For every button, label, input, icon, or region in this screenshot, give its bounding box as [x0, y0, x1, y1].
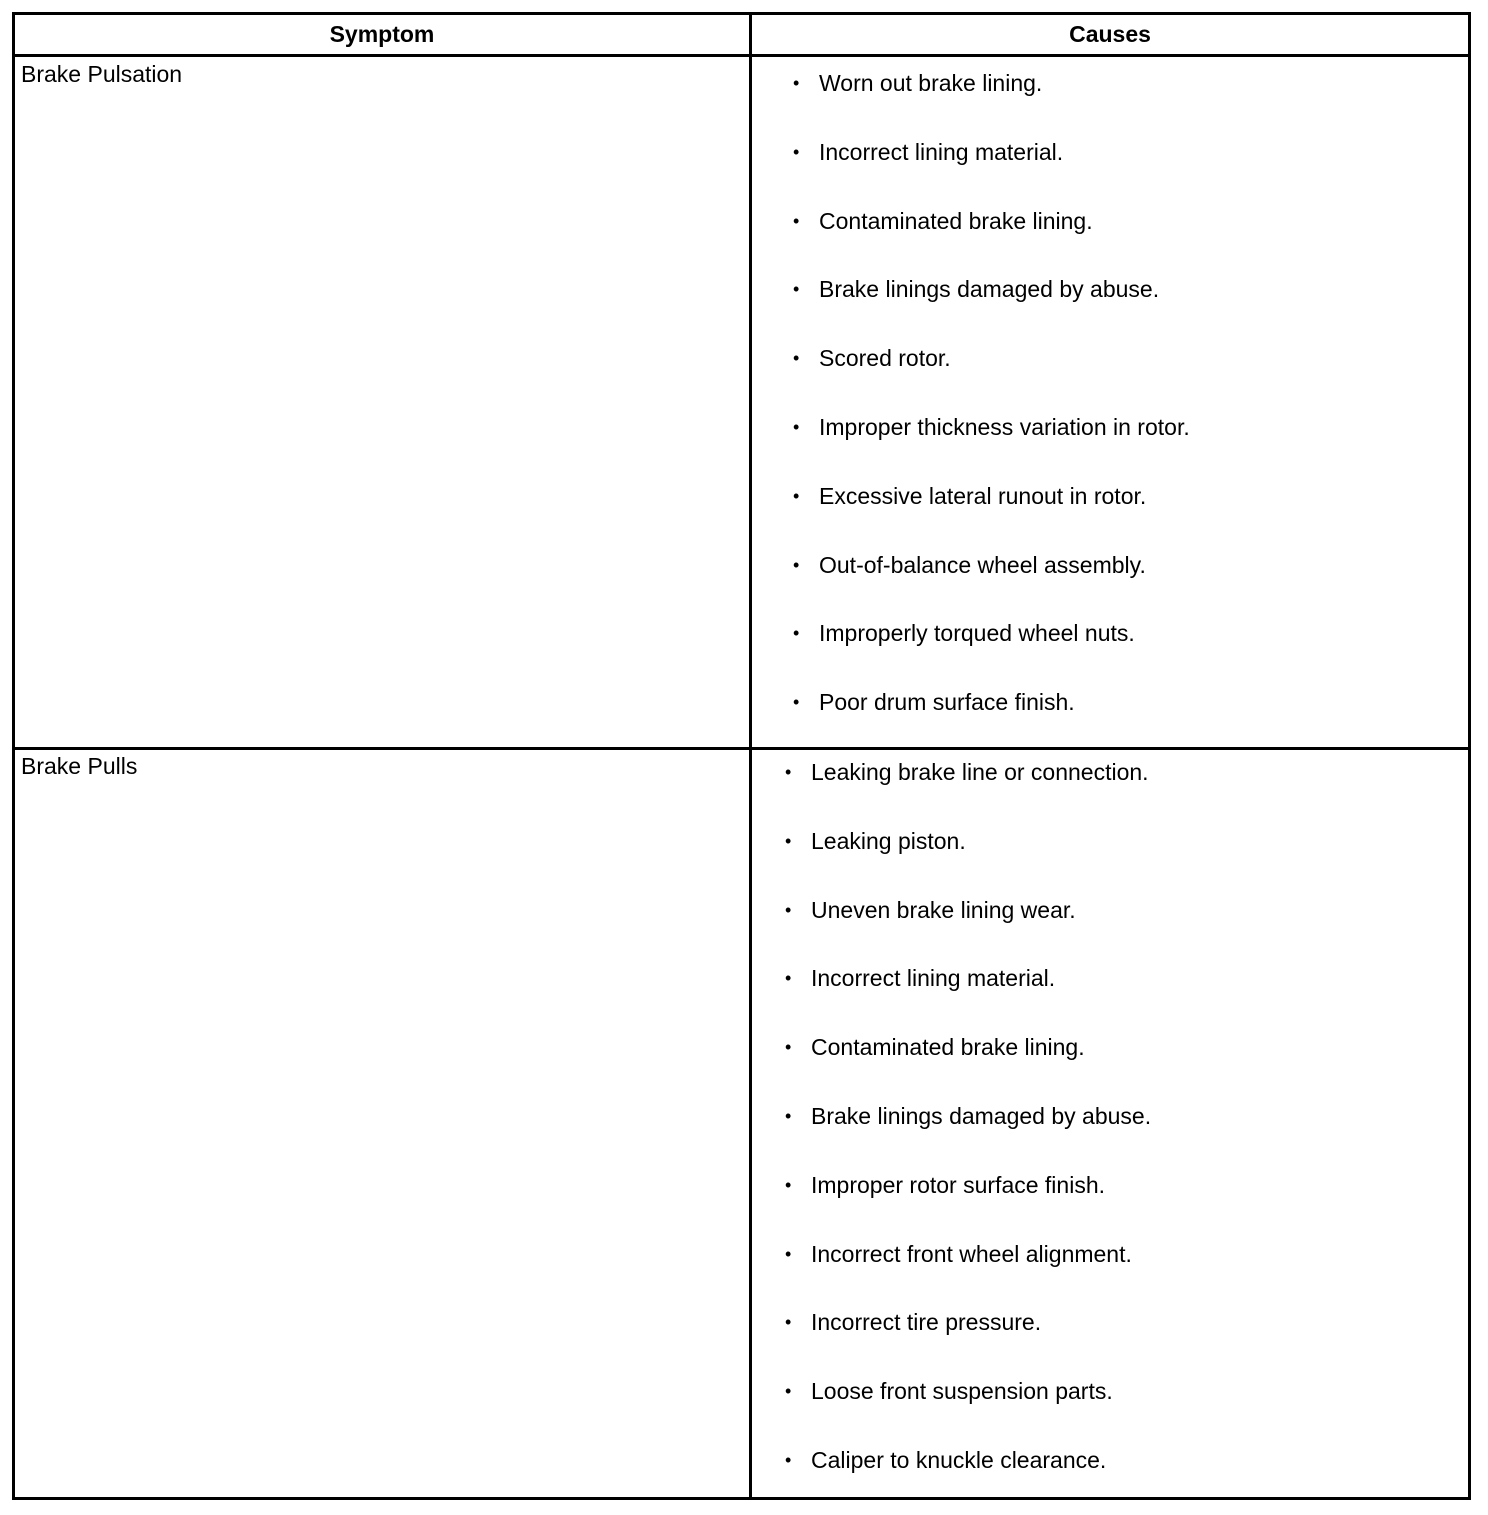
cause-item: • Leaking piston.	[785, 827, 966, 854]
cause-item: • Incorrect lining material.	[785, 965, 1056, 992]
cause-item: • Contaminated brake lining.	[785, 1034, 1085, 1061]
bullet-icon: •	[793, 623, 800, 644]
table-row-brake-pulsation	[15, 57, 1468, 747]
cause-item: • Improperly torqued wheel nuts.	[793, 620, 1135, 647]
table-header-row	[15, 15, 1468, 57]
cause-item: • Leaking brake line or connection.	[785, 759, 1149, 785]
cause-item: • Improper rotor surface finish.	[785, 1171, 1106, 1198]
bullet-icon: •	[785, 1312, 792, 1333]
bullet-icon: •	[785, 1243, 792, 1264]
cause-item: • Incorrect tire pressure.	[785, 1309, 1042, 1336]
bullet-icon: •	[785, 1449, 792, 1470]
bullet-icon: •	[785, 830, 792, 851]
cause-item: • Caliper to knuckle clearance.	[785, 1446, 1107, 1473]
causes-list	[785, 69, 1190, 757]
bullet-icon: •	[793, 73, 800, 93]
bullet-icon: •	[785, 762, 792, 782]
cause-item: • Uneven brake lining wear.	[785, 896, 1076, 923]
bullet-icon: •	[785, 899, 792, 920]
bullet-icon: •	[793, 692, 800, 713]
bullet-icon: •	[785, 1037, 792, 1058]
bullet-icon: •	[793, 279, 800, 300]
cause-item: • Brake linings damaged by abuse.	[785, 1102, 1152, 1129]
table-row-brake-pulls	[15, 750, 1468, 1497]
bullet-icon: •	[793, 210, 800, 231]
cause-item: • Out-of-balance wheel assembly.	[793, 551, 1146, 578]
cause-item: • Scored rotor.	[793, 345, 951, 372]
symptom-cell: Brake Pulls	[21, 753, 138, 779]
cause-item: • Worn out brake lining.	[793, 70, 1043, 96]
cause-item: • Poor drum surface finish.	[793, 689, 1075, 716]
cause-item: • Incorrect lining material.	[793, 138, 1064, 165]
cause-item: • Improper thickness variation in rotor.	[793, 413, 1190, 440]
bullet-icon: •	[793, 485, 800, 506]
bullet-icon: •	[785, 968, 792, 989]
bullet-icon: •	[793, 141, 800, 162]
bullet-icon: •	[785, 1381, 792, 1402]
bullet-icon: •	[793, 554, 800, 575]
bullet-icon: •	[785, 1174, 792, 1195]
diagnosis-table	[12, 12, 1471, 1500]
symptom-cell: Brake Pulsation	[21, 61, 183, 87]
bullet-icon: •	[785, 1105, 792, 1126]
causes-list	[777, 758, 1151, 1515]
cause-item: • Contaminated brake lining.	[793, 207, 1093, 234]
cause-item: • Brake linings damaged by abuse.	[793, 276, 1160, 303]
cause-item: • Loose front suspension parts.	[785, 1378, 1113, 1405]
header-symptom: Symptom	[329, 21, 435, 47]
bullet-icon: •	[793, 416, 800, 437]
header-causes: Causes	[1069, 21, 1151, 47]
cause-item: • Excessive lateral runout in rotor.	[793, 482, 1147, 509]
cause-item: • Incorrect front wheel alignment.	[785, 1240, 1132, 1267]
bullet-icon: •	[793, 348, 800, 369]
